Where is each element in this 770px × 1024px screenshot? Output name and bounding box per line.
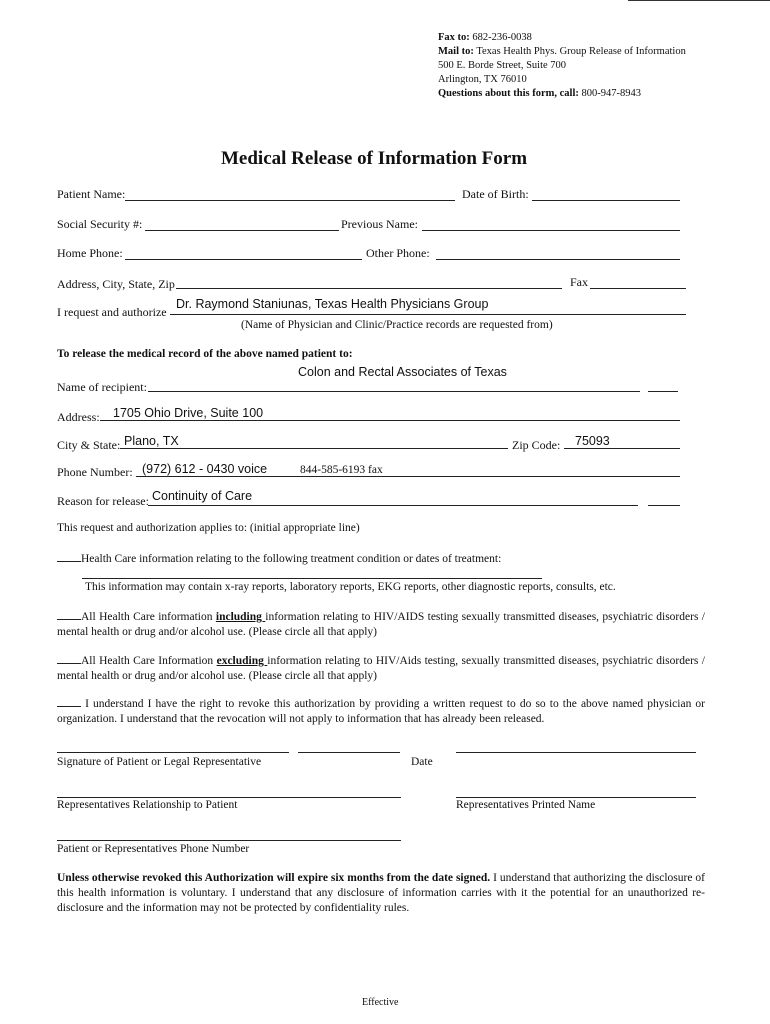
reason-label: Reason for release: [57, 494, 149, 508]
questions-label: Questions about this form, call: [438, 88, 579, 99]
home-phone-label: Home Phone: [57, 246, 123, 260]
patient-name-field[interactable] [125, 200, 455, 201]
item-excluding [57, 653, 705, 684]
authorize-field[interactable] [170, 314, 686, 315]
ssn-label: Social Security #: [57, 217, 143, 231]
item-treatment-note: This information may contain x-ray reports, laboratory reports, EKG reports, other diagnostic reports, consults, etc. [85, 581, 616, 593]
effective-label: Effective [362, 997, 399, 1008]
home-phone-field[interactable] [125, 259, 362, 260]
recipient-name-value: Colon and Rectal Associates of Texas [298, 365, 507, 379]
printed-name-label: Representatives Printed Name [456, 799, 596, 811]
rep-phone-label: Patient or Representatives Phone Number [57, 843, 250, 855]
patient-fax-field[interactable] [590, 288, 686, 289]
rep-phone-field[interactable] [57, 840, 401, 841]
ssn-field[interactable] [145, 230, 339, 231]
recipient-name-label: Name of recipient: [57, 380, 147, 394]
item-treatment-text: Health Care information relating to the following treatment condition or dates of treatment: [81, 553, 502, 565]
item-including [57, 609, 705, 640]
item-treatment [57, 551, 501, 565]
item-revoke [57, 696, 705, 727]
address-label: Address, City, State, Zip [57, 277, 175, 291]
fax-to-label: Fax to: [438, 32, 470, 43]
patient-name-label: Patient Name: [57, 187, 126, 201]
expiration-statement [57, 871, 705, 916]
signature-right-field[interactable] [456, 752, 696, 753]
relationship-label: Representatives Relationship to Patient [57, 799, 238, 811]
applies-intro: This request and authorization applies to: (initial appropriate line) [57, 522, 360, 534]
treatment-detail-field[interactable] [82, 578, 542, 579]
top-edge-line [628, 0, 770, 1]
reason-field-end [648, 505, 680, 506]
questions-phone: 800-947-8943 [581, 88, 642, 99]
item-including-post: information relating to HIV/AIDS testing sexually transmitted diseases, psychiatric disorders / mental health or drug and/or alcohol use. (Please circle all that apply) [57, 611, 705, 638]
signature-field[interactable] [57, 752, 289, 753]
city-state-label: City & State: [57, 438, 121, 452]
item-excluding-emphasis: excluding [216, 655, 268, 667]
printed-name-field[interactable] [456, 797, 696, 798]
zip-value: 75093 [575, 434, 610, 448]
date-label: Date [411, 756, 433, 768]
date-field[interactable] [298, 752, 400, 753]
page-title: Medical Release of Information Form [221, 148, 528, 169]
previous-name-field[interactable] [422, 230, 680, 231]
authorize-caption: (Name of Physician and Clinic/Practice records are requested from) [241, 319, 553, 331]
patient-fax-label: Fax [570, 275, 588, 289]
reason-field[interactable] [148, 505, 638, 506]
authorize-label: I request and authorize [57, 305, 167, 319]
recipient-name-field[interactable] [148, 391, 640, 392]
zip-label: Zip Code: [512, 438, 561, 452]
item-excluding-post: information relating to HIV/Aids testing, sexually transmitted diseases, psychiatric disorders / mental health or drug and/or alcohol use. (Please circle all that apply) [57, 655, 705, 682]
dob-field[interactable] [532, 200, 680, 201]
contact-block [438, 31, 686, 101]
fax-to-value: 682-236-0038 [472, 32, 532, 43]
other-phone-field[interactable] [436, 259, 680, 260]
recipient-fax-value: 844-585-6193 fax [300, 464, 383, 476]
recipient-heading: To release the medical record of the above named patient to: [57, 348, 353, 360]
other-phone-label: Other Phone: [366, 246, 430, 260]
recipient-address-field[interactable] [100, 420, 680, 421]
city-state-value: Plano, TX [124, 434, 179, 448]
mail-to-value: Texas Health Phys. Group Release of Information [476, 46, 686, 57]
relationship-field[interactable] [57, 797, 401, 798]
recipient-address-label: Address: [57, 410, 100, 424]
authorize-value: Dr. Raymond Staniunas, Texas Health Physicians Group [176, 297, 489, 311]
item-treatment-initial-blank[interactable] [57, 551, 81, 562]
previous-name-label: Previous Name: [341, 217, 418, 231]
reason-value: Continuity of Care [152, 489, 253, 503]
expiration-bold-text: Unless otherwise revoked this Authorization will expire six months from the date signed. [57, 872, 491, 884]
item-including-initial-blank[interactable] [57, 609, 81, 620]
mail-street: 500 E. Borde Street, Suite 700 [438, 60, 567, 71]
zip-field[interactable] [564, 448, 680, 449]
recipient-phone-value: (972) 612 - 0430 voice [142, 462, 268, 476]
item-including-pre: All Health Care information [81, 611, 216, 623]
expiration-rest-text: I understand that authorizing the disclosure of this health information is voluntary. I understand that any disclosure of information carries with it the potential for an unauthorized re-disclosure and the information may not be protected by confidentiality rules. [57, 872, 705, 914]
recipient-address-value: 1705 Ohio Drive, Suite 100 [113, 406, 264, 420]
item-excluding-initial-blank[interactable] [57, 653, 81, 664]
address-field[interactable] [176, 288, 562, 289]
item-revoke-text: I understand I have the right to revoke this authorization by providing a written request to do so to the above named physician or organization. I understand that the revocation will not apply to information that has already been released. [57, 698, 706, 725]
mail-to-label: Mail to: [438, 46, 474, 57]
recipient-name-field-end [648, 391, 678, 392]
item-including-emphasis: including [215, 611, 266, 623]
signature-label: Signature of Patient or Legal Representative [57, 756, 262, 768]
recipient-phone-field[interactable] [136, 476, 680, 477]
mail-city: Arlington, TX 76010 [438, 74, 527, 85]
item-excluding-pre: All Health Care Information [81, 655, 217, 667]
city-state-field[interactable] [120, 448, 508, 449]
item-revoke-initial-blank[interactable] [57, 696, 81, 707]
dob-label: Date of Birth: [462, 187, 529, 201]
recipient-phone-label: Phone Number: [57, 465, 133, 479]
